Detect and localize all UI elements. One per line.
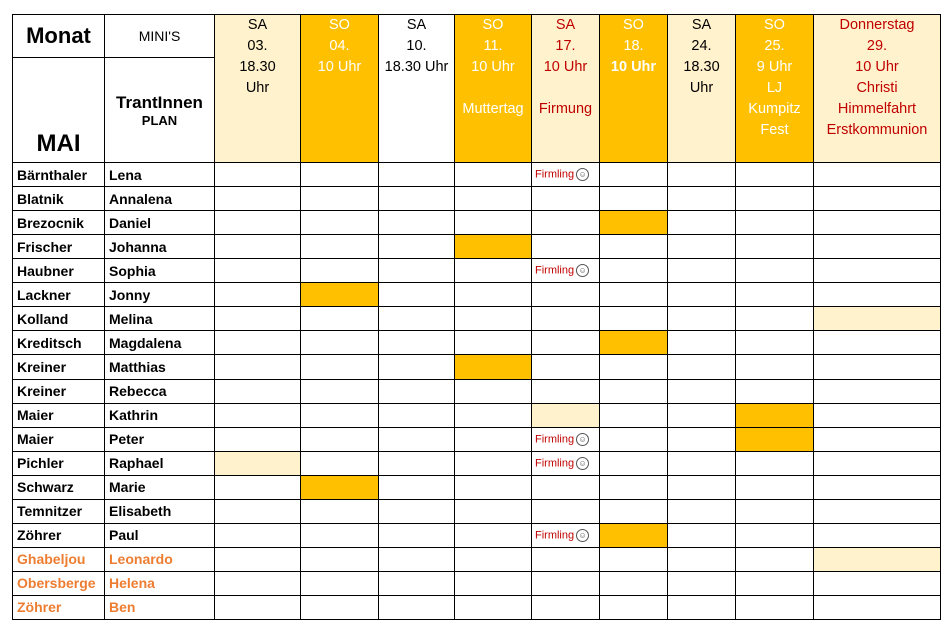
schedule-cell [215,451,301,475]
table-row [13,451,941,475]
surname-cell: Kreiner [13,379,105,403]
firstname-cell: Lena [105,163,215,187]
schedule-cell [215,187,301,211]
month-label: Monat [13,15,105,58]
schedule-cell [301,163,379,187]
date-col-2 [379,15,455,163]
date-line: SA [406,17,427,33]
schedule-cell [455,307,532,331]
schedule-cell [532,355,600,379]
table-row [13,595,941,619]
schedule-cell [455,403,532,427]
schedule-cell [736,283,814,307]
surname-cell: Zöhrer [13,595,105,619]
schedule-cell [301,523,379,547]
schedule-cell [736,571,814,595]
schedule-cell [215,355,301,379]
schedule-cell [532,451,600,475]
firstname-cell: Melina [105,307,215,331]
schedule-cell [301,259,379,283]
schedule-cell [301,403,379,427]
schedule-cell [455,379,532,403]
firmling-label: Firmling [535,529,575,542]
date-col-0 [215,15,301,163]
date-line [455,78,531,99]
surname-cell: Maier [13,427,105,451]
date-line: Firmung [538,101,593,117]
schedule-cell [532,499,600,523]
schedule-cell [600,331,668,355]
schedule-cell [532,379,600,403]
schedule-cell [379,331,455,355]
firmling-label: Firmling [535,457,575,470]
schedule-cell [814,235,941,259]
surname-cell: Schwarz [13,475,105,499]
firstname-cell: Jonny [105,283,215,307]
schedule-cell [736,547,814,571]
schedule-cell [455,283,532,307]
table-row [13,307,941,331]
schedule-cell [379,163,455,187]
plan-subtitle: PLAN [141,112,178,128]
date-line: SO [329,17,350,33]
firmling-label: Firmling [535,168,575,181]
table-row [13,163,941,187]
table-row [13,547,941,571]
table-row [13,475,941,499]
schedule-cell [301,355,379,379]
schedule-cell [301,235,379,259]
schedule-cell [455,595,532,619]
date-line: Erstkommunion [826,122,928,138]
firmling-label: Firmling [535,433,575,445]
schedule-cell [736,403,814,427]
date-line: 04. [329,38,350,54]
schedule-cell [736,499,814,523]
schedule-cell [215,595,301,619]
table-row [13,427,941,451]
date-col-6 [668,15,736,163]
table-row [13,499,941,523]
date-line: SA [555,17,576,33]
surname-cell: Pichler [13,451,105,475]
date-line: 25. [764,38,785,54]
schedule-cell [379,571,455,595]
schedule-cell [215,403,301,427]
schedule-cell [668,523,736,547]
schedule-cell [814,331,941,355]
date-line: Uhr [689,80,714,96]
schedule-cell [301,451,379,475]
firstname-cell: Paul [105,523,215,547]
smiley-icon: ☺ [576,168,589,181]
date-line: 10 Uhr [317,59,362,75]
surname-cell: Brezocnik [13,211,105,235]
table-row [13,403,941,427]
schedule-table [12,14,941,620]
date-line: 03. [247,38,268,54]
schedule-cell [668,211,736,235]
schedule-cell [379,451,455,475]
date-line: Muttertag [462,101,524,117]
firstname-cell: Ben [105,595,215,619]
date-line: 10 Uhr [471,59,515,75]
date-line: Donnerstag [839,17,915,33]
schedule-cell [600,451,668,475]
firmling-label: Firmling [535,264,575,277]
schedule-cell [532,307,600,331]
schedule-cell [215,163,301,187]
firstname-cell: Marie [105,475,215,499]
schedule-cell [301,499,379,523]
schedule-cell [301,211,379,235]
schedule-cell [600,595,668,619]
firstname-cell: Leonardo [105,547,215,571]
schedule-cell [379,379,455,403]
schedule-cell [814,379,941,403]
schedule-cell [215,499,301,523]
table-row [13,235,941,259]
schedule-cell [532,547,600,571]
date-line: SO [623,17,644,33]
schedule-cell [215,259,301,283]
table-row [13,379,941,403]
date-line: Christi [856,80,898,96]
schedule-cell [379,259,455,283]
schedule-cell [455,451,532,475]
date-line: LJ [766,80,783,96]
schedule-cell [736,163,814,187]
schedule-cell [301,427,379,451]
schedule-cell [600,379,668,403]
schedule-cell [215,235,301,259]
schedule-cell [455,235,532,259]
schedule-cell [600,235,668,259]
schedule-cell [668,331,736,355]
schedule-cell [455,259,532,283]
schedule-cell [455,547,532,571]
surname-cell: Maier [13,403,105,427]
schedule-cell [301,475,379,499]
schedule-cell [668,355,736,379]
date-line: 18.30 Uhr [384,59,449,75]
schedule-cell [736,331,814,355]
date-line: Uhr [245,80,270,96]
schedule-cell [814,307,941,331]
date-line: SA [691,17,712,33]
surname-cell: Haubner [13,259,105,283]
schedule-cell [600,211,668,235]
schedule-cell [215,523,301,547]
schedule-cell [668,283,736,307]
schedule-cell [814,451,941,475]
schedule-cell [814,595,941,619]
date-line: 10 Uhr [610,59,657,75]
schedule-cell [532,475,600,499]
schedule-cell [532,163,600,187]
date-line: Fest [760,122,789,138]
schedule-cell [301,595,379,619]
schedule-cell [736,307,814,331]
surname-cell: Zöhrer [13,523,105,547]
schedule-cell [532,595,600,619]
schedule-cell [814,259,941,283]
smiley-icon: ☺ [576,433,589,446]
schedule-cell [215,547,301,571]
schedule-cell [600,403,668,427]
date-col-4 [532,15,600,163]
schedule-cell [736,259,814,283]
date-line [532,78,599,99]
month-name-cell [13,58,105,163]
schedule-cell [215,379,301,403]
schedule-cell [668,403,736,427]
schedule-cell [736,187,814,211]
schedule-cell [600,355,668,379]
firstname-cell: Kathrin [105,403,215,427]
schedule-cell [455,523,532,547]
schedule-cell [814,547,941,571]
schedule-cell [668,595,736,619]
schedule-cell [814,523,941,547]
schedule-cell [215,571,301,595]
schedule-cell [379,283,455,307]
schedule-cell [301,283,379,307]
date-line: 17. [555,38,576,54]
schedule-cell [379,355,455,379]
schedule-cell [668,547,736,571]
schedule-cell [736,379,814,403]
schedule-cell [379,235,455,259]
date-col-3 [455,15,532,163]
schedule-cell [379,187,455,211]
schedule-cell [600,187,668,211]
table-row [13,283,941,307]
schedule-cell [600,547,668,571]
schedule-cell [455,499,532,523]
schedule-cell [736,355,814,379]
firstname-cell: Annalena [105,187,215,211]
schedule-cell [455,475,532,499]
table-row [13,355,941,379]
schedule-cell [600,427,668,451]
firstname-cell: Rebecca [105,379,215,403]
date-line: SO [482,17,504,33]
schedule-cell [301,331,379,355]
schedule-cell [668,259,736,283]
schedule-cell [379,499,455,523]
schedule-cell [301,307,379,331]
schedule-cell [668,187,736,211]
date-line: 9 Uhr [756,59,793,75]
schedule-cell [379,307,455,331]
date-line: SA [247,17,268,33]
date-line: 10. [406,38,427,54]
schedule-cell [532,211,600,235]
date-col-5 [600,15,668,163]
date-line: 29. [866,38,888,54]
table-row [13,187,941,211]
schedule-cell [668,163,736,187]
schedule-cell [532,427,600,451]
schedule-cell [668,571,736,595]
schedule-cell [736,523,814,547]
schedule-cell [600,475,668,499]
schedule-cell [379,595,455,619]
schedule-cell [455,427,532,451]
schedule-cell [668,307,736,331]
date-line: 18. [623,38,644,54]
schedule-cell [814,571,941,595]
table-row [13,331,941,355]
schedule-cell [455,211,532,235]
table-row [13,523,941,547]
schedule-cell [668,379,736,403]
firstname-cell: Daniel [105,211,215,235]
schedule-cell [668,475,736,499]
schedule-cell [600,571,668,595]
smiley-icon: ☺ [576,264,589,277]
schedule-cell [532,571,600,595]
surname-cell: Frischer [13,235,105,259]
schedule-cell [532,259,600,283]
firstname-cell: Matthias [105,355,215,379]
schedule-cell [532,523,600,547]
schedule-cell [814,211,941,235]
firstname-cell: Magdalena [105,331,215,355]
schedule-cell [814,187,941,211]
firstname-cell: Elisabeth [105,499,215,523]
date-line: SO [764,17,785,33]
firstname-cell: Johanna [105,235,215,259]
surname-cell: Kolland [13,307,105,331]
schedule-cell [600,283,668,307]
schedule-cell [736,475,814,499]
schedule-cell [736,211,814,235]
schedule-cell [814,475,941,499]
schedule-cell [215,331,301,355]
schedule-cell [301,379,379,403]
schedule-cell [301,187,379,211]
firstname-cell: Raphael [105,451,215,475]
schedule-cell [379,211,455,235]
schedule-cell [814,499,941,523]
date-line: 18.30 [683,59,720,75]
schedule-cell [814,403,941,427]
schedule-cell [600,307,668,331]
date-col-1 [301,15,379,163]
schedule-cell [532,283,600,307]
surname-cell: Lackner [13,283,105,307]
date-line: 10 Uhr [543,59,588,75]
schedule-cell [736,451,814,475]
firstname-cell: Sophia [105,259,215,283]
schedule-cell [455,571,532,595]
schedule-cell [215,475,301,499]
schedule-cell [455,355,532,379]
table-row [13,571,941,595]
schedule-cell [668,451,736,475]
date-col-7 [736,15,814,163]
schedule-cell [668,499,736,523]
month-name: MAI [36,130,81,158]
date-line: Kumpitz [748,101,801,117]
schedule-cell [455,187,532,211]
schedule-cell [455,163,532,187]
date-line: 10 Uhr [855,59,899,75]
date-line: 18.30 [239,59,276,75]
schedule-cell [215,283,301,307]
schedule-cell [736,427,814,451]
schedule-cell [215,211,301,235]
surname-cell: Blatnik [13,187,105,211]
table-row [13,211,941,235]
schedule-cell [379,475,455,499]
schedule-cell [215,307,301,331]
minis-label: MINI'S [105,15,215,58]
plan-title: TrantInnen [116,92,203,112]
surname-cell: Kreiner [13,355,105,379]
schedule-cell [668,427,736,451]
surname-cell: Bärnthaler [13,163,105,187]
schedule-cell [379,547,455,571]
firstname-cell: Helena [105,571,215,595]
schedule-cell [668,235,736,259]
smiley-icon: ☺ [576,457,589,470]
surname-cell: Temnitzer [13,499,105,523]
schedule-cell [532,331,600,355]
plan-cell [105,58,215,163]
schedule-cell [455,331,532,355]
schedule-cell [814,355,941,379]
schedule-cell [736,235,814,259]
surname-cell: Obersberge [13,571,105,595]
schedule-cell [814,283,941,307]
schedule-cell [600,499,668,523]
schedule-cell [600,259,668,283]
date-line: 11. [483,38,503,54]
schedule-cell [301,547,379,571]
firstname-cell: Peter [105,427,215,451]
schedule-cell [379,427,455,451]
schedule-cell [814,427,941,451]
schedule-cell [301,571,379,595]
surname-cell: Kreditsch [13,331,105,355]
smiley-icon: ☺ [576,529,589,542]
schedule-cell [814,163,941,187]
date-line: Himmelfahrt [837,101,917,117]
date-line: 24. [691,38,712,54]
schedule-cell [215,427,301,451]
schedule-cell [600,163,668,187]
schedule-cell [532,403,600,427]
surname-cell: Ghabeljou [13,547,105,571]
schedule-cell [736,595,814,619]
table-row [13,259,941,283]
schedule-cell [532,235,600,259]
date-col-8 [814,15,941,163]
schedule-cell [532,187,600,211]
schedule-cell [600,523,668,547]
schedule-cell [379,403,455,427]
schedule-cell [379,523,455,547]
